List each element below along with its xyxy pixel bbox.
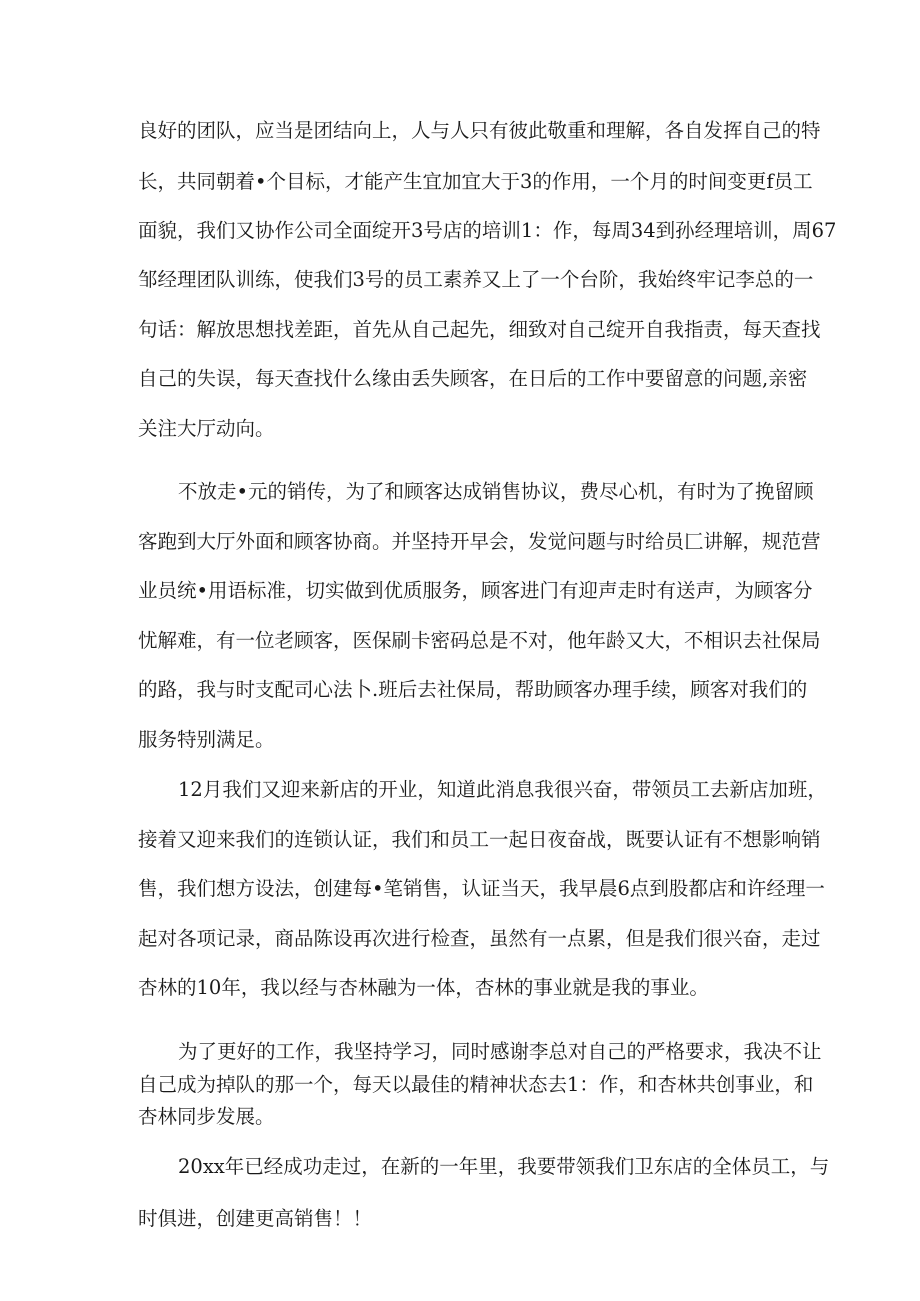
text-line: 不放走•元的销传，为了和顾客达成销售协议，费尽心机，有时为了挽留顾: [178, 480, 814, 503]
text-line: 杏林的10年，我以经与杏林融为一体，杏林的事业就是我的事业。: [138, 976, 709, 999]
text-line: 良好的团队，应当是团结向上，人与人只有彼此敬重和理解，各自发挥自己的特: [138, 119, 821, 142]
text-line: 自己成为掉队的那一个，每天以最佳的精神状态去1：作，和杏林共创事业，和: [138, 1073, 814, 1096]
text-line: 业员统•用语标准，切实做到优质服务，顾客进门有迎声走时有送声，为顾客分: [138, 579, 813, 602]
text-line: 12月我们又迎来新店的开业，知道此消息我很兴奋，带领员工去新店加班，: [178, 778, 827, 801]
text-line: 忧解难，有一位老顾客，医保刷卡密码总是不对，他年龄又大，不相识去社保局: [138, 629, 821, 652]
text-line: 自己的失误，每天查找什么缘由丢失顾客，在日后的工作中要留意的问题,亲密: [138, 367, 808, 390]
text-line: 20xx年已经成功走过，在新的一年里，我要带领我们卫东店的全体员工，与: [178, 1155, 830, 1178]
text-line: 时俱进，创建更高销售！！: [138, 1207, 373, 1230]
text-line: 为了更好的工作，我坚持学习，同时感谢李总对自己的严格要求，我决不让: [178, 1040, 822, 1063]
text-line: 句话：解放思想找差距，首先从自己起先，细致对自己绽开自我指责，每天查找: [138, 318, 821, 341]
text-line: 的路，我与时支配司心法卜.班后去社保局，帮助顾客办理手续，顾客对我们的: [138, 678, 808, 701]
text-line: 客跑到大厅外面和顾客协商。并坚持开早会，发觉问题与时给员匚讲解，规范营: [138, 530, 821, 553]
text-line: 起对各项记录，商品陈设再次进行检查，虽然有一点累，但是我们很兴奋，走过: [138, 927, 821, 950]
text-line: 面貌，我们又协作公司全面绽开3号店的培训1：作，每周34到孙经理培训，周67: [138, 219, 837, 242]
text-line: 邹经理团队训练，使我们3号的员工素养又上了一个台阶，我始终牢记李总的一: [138, 268, 814, 291]
text-line: 服务特别满足。: [138, 728, 275, 751]
text-line: 关注大厅动向。: [138, 417, 275, 440]
text-line: 杏林同步发展。: [138, 1105, 275, 1128]
text-line: 接着又迎来我们的连锁认证，我们和员工一起日夜奋战，既要认证有不想影响销: [138, 828, 821, 851]
text-line: 售，我们想方设法，创建每•笔销售，认证当天，我早晨6点到股都店和许经理一: [138, 877, 825, 900]
text-line: 长，共同朝着•个目标，才能产生宜加宜大于3的作用，一个月的时间变更f员工: [138, 170, 813, 193]
